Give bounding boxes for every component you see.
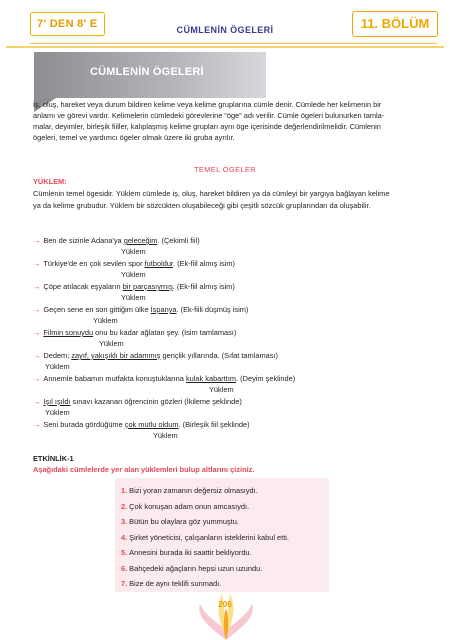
example-sentence — [33, 397, 242, 407]
flower-ornament-icon — [188, 586, 264, 640]
arrow-right-icon: → — [33, 305, 41, 314]
chapter-badge: 11. BÖLÜM — [352, 11, 438, 37]
page-number: 206 — [218, 600, 232, 609]
activity-title: ETKİNLİK-1 — [33, 454, 74, 463]
activity-item-text: Çok konuşan adam onun amcasıydı. — [129, 501, 250, 511]
arrow-right-icon: → — [33, 374, 41, 383]
example-text: Dedem; — [43, 351, 72, 360]
example-sentence — [33, 374, 295, 384]
underlined-predicate: geleceğim — [123, 236, 158, 245]
activity-item — [121, 517, 239, 526]
underlined-predicate: İspanya — [150, 305, 177, 314]
activity-item — [121, 502, 249, 511]
arrow-right-icon: → — [33, 397, 41, 406]
intro-line: anlamı ve görevi vardır. Kelimelerin cümledeki görevlerine “öge” adı verilir. Cümle ögeleri bulunurken tamla- — [33, 111, 385, 120]
activity-item — [121, 533, 289, 542]
example-text: Ben de sizinle Adana'ya — [43, 236, 124, 245]
underlined-predicate: zayıf, yakışıklı bir adammış — [71, 351, 161, 360]
arrow-right-icon: → — [33, 236, 41, 245]
example-sentence — [33, 282, 235, 292]
example-text: . (Birleşik fiil şeklinde) — [178, 420, 250, 429]
predicate-label: Yüklem — [121, 293, 146, 302]
example-text: . (Çekimli fiil) — [157, 236, 200, 245]
arrow-right-icon: → — [33, 328, 41, 337]
example-sentence — [33, 351, 278, 361]
activity-item-number: 3. — [121, 517, 128, 526]
example-text: Çöpe atılacak eşyaların — [43, 282, 123, 291]
activity-item — [121, 486, 258, 495]
arrow-right-icon: → — [33, 420, 41, 429]
activity-item-number: 1. — [121, 486, 128, 495]
activity-item-number: 2. — [121, 501, 128, 511]
predicate-label: Yüklem — [121, 270, 146, 279]
activity-item-text: Bizi yoran zamanın değersiz olmasıydı. — [129, 486, 258, 495]
example-text: Annemle babamın mutfakta konuştuklarına — [43, 374, 186, 383]
activity-item-number: 6. — [121, 563, 128, 573]
underlined-predicate: bir parçasıymış — [122, 282, 173, 291]
example-text: Türkiye'de en çok sevilen spor — [43, 259, 145, 268]
activity-item-text: Bütün bu olaylara göz yummuştu. — [129, 517, 239, 526]
yuklem-heading: YÜKLEM: — [33, 177, 67, 186]
example-sentence — [33, 259, 235, 269]
underlined-predicate: kulak kabarttım — [185, 374, 237, 383]
example-text: gençlik yıllarında. (Sıfat tamlaması) — [160, 351, 278, 360]
predicate-label: Yüklem — [121, 247, 146, 256]
example-text: . (Deyim şeklinde) — [236, 374, 296, 383]
example-sentence — [33, 328, 236, 338]
arrow-right-icon: → — [33, 351, 41, 360]
intro-line: ögeleri, temel ve yardımcı ögeler olmak üzere iki gruba ayrılır. — [33, 133, 235, 142]
arrow-right-icon: → — [33, 282, 41, 291]
underlined-predicate: çok mutlu oldum — [124, 420, 179, 429]
activity-item-number: 7. — [121, 579, 128, 588]
page-header-title: CÜMLENİN ÖGELERİ — [176, 25, 274, 35]
example-text: . (Ek-fiil almış isim) — [172, 282, 235, 291]
activity-item-text: Annesini burada iki saattir bekliyordu. — [129, 548, 252, 557]
example-text: sınavı kazanan öğrencinin gözleri (İkileme şeklinde) — [70, 397, 242, 406]
arrow-right-icon: → — [33, 259, 41, 268]
underlined-predicate: Işıl ışıldı — [43, 397, 71, 406]
intro-line: İş, oluş, hareket veya durum bildiren kelime veya kelime gruplarına cümle denir. Cümlede her kelimenin bir — [33, 100, 382, 109]
predicate-label: Yüklem — [45, 408, 70, 417]
example-text: onu bu kadar ağlatan şey. (İsim tamlaması) — [93, 328, 237, 337]
predicate-label: Yüklem — [209, 385, 234, 394]
example-text: Geçen sene en son gittiğim ülke — [43, 305, 151, 314]
header-divider-bottom — [6, 46, 444, 48]
example-sentence — [33, 420, 250, 430]
predicate-label: Yüklem — [45, 362, 70, 371]
predicate-label: Yüklem — [99, 339, 124, 348]
activity-item-text: Bahçedeki ağaçların hepsi uzun uzundu. — [129, 563, 263, 573]
activity-item — [121, 564, 262, 573]
example-sentence — [33, 236, 200, 246]
activity-item-number: 5. — [121, 548, 128, 557]
temel-ogeler-heading: TEMEL ÖGELER — [193, 165, 257, 174]
activity-item-number: 4. — [121, 532, 128, 542]
example-text: Seni burada gördüğüme — [43, 420, 125, 429]
header-divider — [30, 43, 438, 44]
underlined-predicate: Filmin sonuydu — [43, 328, 94, 337]
predicate-label: Yüklem — [153, 431, 178, 440]
section-title: CÜMLENİN ÖGELERİ — [90, 66, 204, 78]
yuklem-description-line: ya da kelime grubudur. Yüklem bir sözcükten oluşabileceği gibi çeşitli sözcük gruplarından da oluşabilir. — [33, 201, 371, 210]
yuklem-description-line: Cümlenin temel ögesidir. Yüklem cümlede iş, oluş, hareket bildiren ya da cümleyi bir yargıya bağlayan kelime — [33, 189, 390, 198]
example-text: . (Ek-fiili düşmüş isim) — [176, 305, 249, 314]
example-text: . (Ek-fiil almış isim) — [172, 259, 235, 268]
activity-question: Aşağıdaki cümlelerde yer alan yüklemleri bulup altlarını çiziniz. — [33, 465, 255, 474]
example-sentence — [33, 305, 248, 315]
activity-item — [121, 548, 252, 557]
intro-line: malar, deyimler, birleşik fiiller, kalıplaşmış kelime grupları aynı öge içerisinde değerlendirilmelidir. Cümlenin — [33, 122, 381, 131]
underlined-predicate: futboldur — [144, 259, 173, 268]
activity-item-text: Bize de aynı teklifi sunmadı. — [129, 579, 222, 588]
predicate-label: Yüklem — [93, 316, 118, 325]
grade-range-tag: 7' DEN 8' E — [30, 12, 105, 36]
activity-item-text: Şirket yöneticisi, çalışanların isteklerini kabul etti. — [129, 532, 289, 542]
